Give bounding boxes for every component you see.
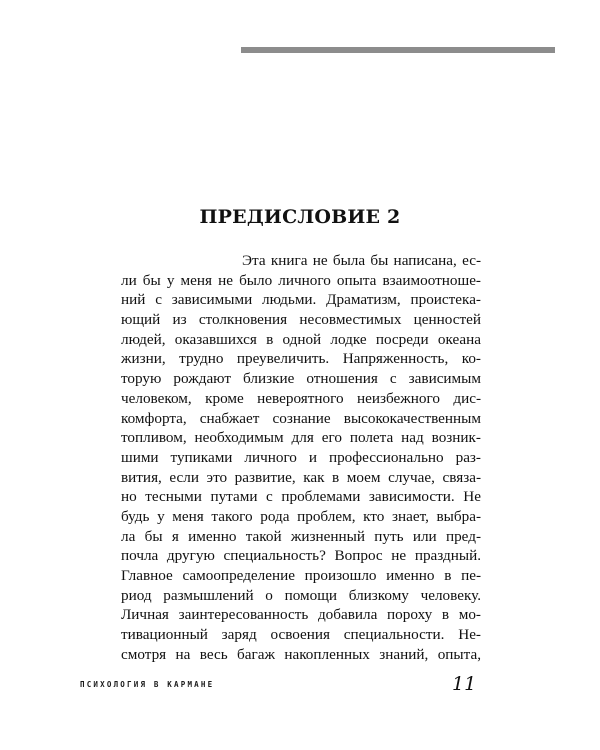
text-line: торую рождают близкие отношения с зависимым [121,370,481,388]
header-rule [241,47,555,53]
text-line: ли бы у меня не было личного опыта взаимоотноше- [121,271,481,289]
text-line: смотря на весь багаж накопленных знаний, опыта, [121,645,481,663]
text-line: риод размышлений о помощи близкому человеку. [121,586,481,604]
text-line: человеком, кроме невероятного неизбежного дис- [121,389,481,407]
text-line: людей, оказавшихся в одной лодке посреди океана [121,330,481,348]
page-number: 11 [452,673,477,695]
chapter-title: ПРЕДИСЛОВИЕ 2 [199,206,401,228]
text-line: ний с зависимыми людьми. Драматизм, проистека- [121,291,481,309]
text-line: вития, если это развитие, как в моем случае, связа- [121,468,481,486]
text-line: будь у меня такого рода проблем, кто знает, выбра- [121,507,481,525]
footer-series-title: ПСИХОЛОГИЯ В КАРМАНЕ [80,680,215,689]
text-line: жизни, трудно преувеличить. Напряженность, ко- [121,350,481,368]
text-line: Главное самоопределение произошло именно в пе- [121,567,481,584]
text-line: ющий из столкновения несовместимых ценностей [121,311,481,329]
text-line: почла другую специальность? Вопрос не праздный. [121,547,481,565]
text-line: топливом, необходимым для его полета над возник- [121,429,481,447]
text-line: Эта книга не была бы написана, ес- [242,252,481,269]
text-line: комфорта, снабжает сознание высококачественным [121,409,481,427]
text-line: шими тупиками личного и профессионально раз- [121,448,481,466]
body-text [121,251,481,664]
text-line: тивационный заряд освоения специальности. Не- [121,626,481,644]
text-line: но тесными путами с проблемами зависимости. Не [121,488,481,506]
text-line: Личная заинтересованность добавила пороху в мо- [121,606,481,624]
text-line: ла бы я именно такой жизненный путь или пред- [121,527,481,545]
